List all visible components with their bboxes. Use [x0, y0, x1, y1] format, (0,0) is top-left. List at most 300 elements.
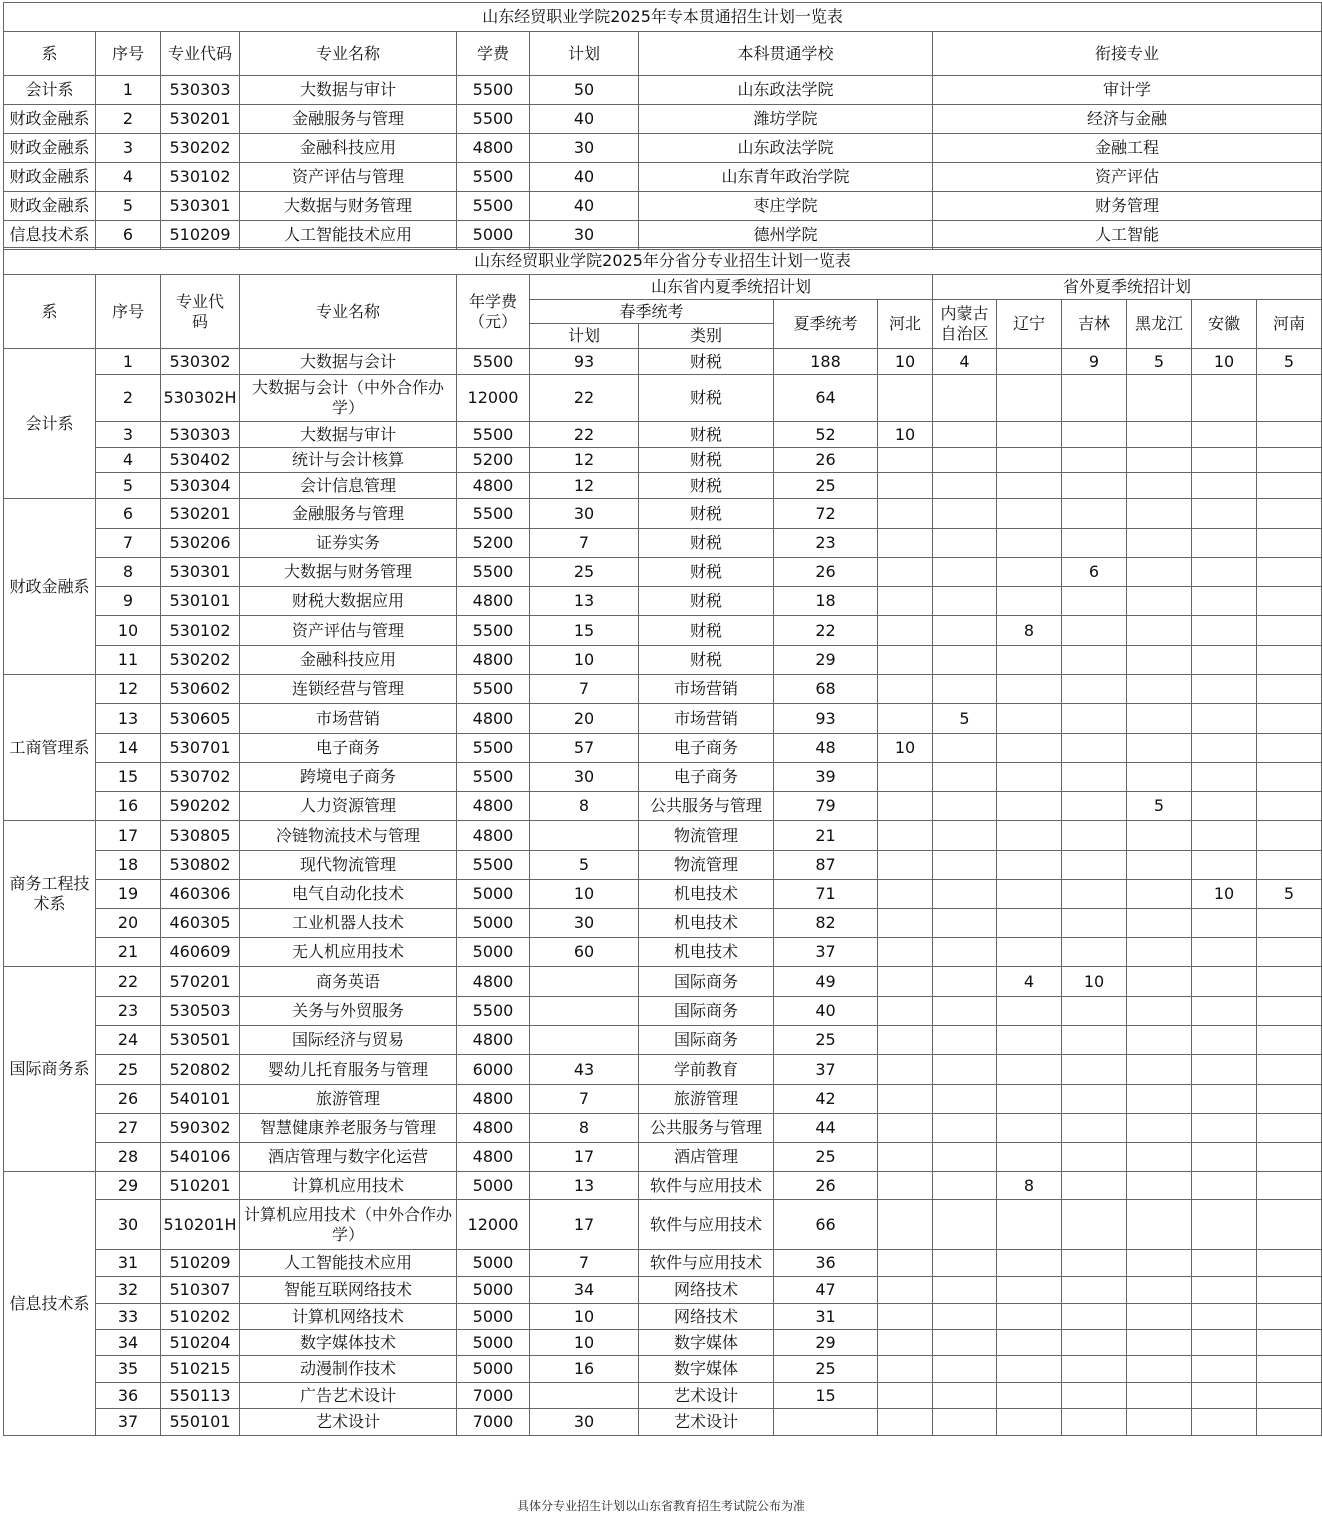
- table-cell: 30: [530, 1409, 639, 1436]
- table-cell: [1062, 646, 1127, 675]
- table-cell: 530102: [161, 616, 240, 646]
- table-cell: 关务与外贸服务: [240, 997, 457, 1026]
- table-cell: 21: [774, 821, 878, 851]
- table-cell: [1127, 967, 1192, 997]
- table-cell: 市场营销: [240, 704, 457, 734]
- table-cell: 540106: [161, 1143, 240, 1172]
- table-cell: [878, 1250, 933, 1277]
- table-cell: 40: [530, 105, 639, 134]
- table-cell: [1257, 375, 1322, 422]
- table-cell: 43: [530, 1055, 639, 1085]
- table-cell: [933, 529, 997, 558]
- table-cell: 软件与应用技术: [639, 1200, 774, 1250]
- table-cell: 13: [96, 704, 161, 734]
- table-cell: [1062, 422, 1127, 448]
- table-cell: 530101: [161, 587, 240, 616]
- table-cell: 5500: [457, 163, 530, 192]
- table-cell: [1257, 821, 1322, 851]
- table-cell: 510201H: [161, 1200, 240, 1250]
- table1-header-row: [4, 32, 1322, 76]
- department-cell: 信息技术系: [4, 1172, 96, 1436]
- table-cell: 530501: [161, 1026, 240, 1055]
- table-cell: 国际商务: [639, 997, 774, 1026]
- table-cell: 8: [530, 1114, 639, 1143]
- table-cell: 财政金融系: [4, 192, 96, 221]
- table2-title: 山东经贸职业学院2025年分省分专业招生计划一览表: [4, 248, 1322, 275]
- table-row: [4, 529, 1322, 558]
- table-cell: 25: [774, 1356, 878, 1383]
- table-cell: [1192, 821, 1257, 851]
- table-cell: 26: [774, 558, 878, 587]
- table-cell: 510215: [161, 1356, 240, 1383]
- table-cell: 18: [96, 851, 161, 880]
- table-cell: [1192, 1143, 1257, 1172]
- table-cell: [1192, 909, 1257, 938]
- table-cell: 47: [774, 1277, 878, 1304]
- table-cell: 510202: [161, 1304, 240, 1330]
- table-cell: 4: [933, 349, 997, 375]
- table-cell: 软件与应用技术: [639, 1172, 774, 1200]
- table-cell: [1127, 1085, 1192, 1114]
- table-cell: [878, 499, 933, 529]
- table-cell: [1062, 1055, 1127, 1085]
- table-cell: [1062, 1356, 1127, 1383]
- table-cell: [1127, 1172, 1192, 1200]
- table-cell: [933, 938, 997, 967]
- table-cell: 6: [1062, 558, 1127, 587]
- table-cell: 520802: [161, 1055, 240, 1085]
- table-cell: [1257, 499, 1322, 529]
- table-cell: [1127, 646, 1192, 675]
- table-cell: 550101: [161, 1409, 240, 1436]
- table-cell: [1192, 587, 1257, 616]
- table-cell: 5500: [457, 105, 530, 134]
- table-cell: [1192, 1304, 1257, 1330]
- table-cell: 艺术设计: [639, 1409, 774, 1436]
- table-cell: 4800: [457, 704, 530, 734]
- table-row: [4, 851, 1322, 880]
- table-cell: 5000: [457, 938, 530, 967]
- column-header: 序号: [96, 32, 161, 76]
- table-cell: [997, 880, 1062, 909]
- table-cell: [1192, 448, 1257, 473]
- table-cell: 530602: [161, 675, 240, 704]
- table-cell: 530201: [161, 499, 240, 529]
- column-header: 年学费（元）: [457, 275, 530, 349]
- table-cell: 5500: [457, 192, 530, 221]
- table-cell: [997, 558, 1062, 587]
- table-cell: 大数据与审计: [240, 422, 457, 448]
- table-cell: 5000: [457, 1356, 530, 1383]
- table-cell: 4800: [457, 1143, 530, 1172]
- table-cell: [1257, 909, 1322, 938]
- table-cell: [997, 1114, 1062, 1143]
- table-row: [4, 221, 1322, 250]
- column-header: 计划: [530, 324, 639, 349]
- table-cell: 510209: [161, 1250, 240, 1277]
- table-cell: [878, 448, 933, 473]
- table-cell: 30: [96, 1200, 161, 1250]
- table-cell: [1062, 448, 1127, 473]
- table-cell: 49: [774, 967, 878, 997]
- table-cell: [1192, 1055, 1257, 1085]
- table-row: [4, 422, 1322, 448]
- table-cell: 金融科技应用: [240, 134, 457, 163]
- table-cell: 22: [774, 616, 878, 646]
- table-row: [4, 558, 1322, 587]
- table-cell: 510204: [161, 1330, 240, 1356]
- table-cell: 530802: [161, 851, 240, 880]
- table-cell: 电子商务: [639, 734, 774, 763]
- table-cell: 25: [96, 1055, 161, 1085]
- table-cell: [1192, 792, 1257, 821]
- table-cell: [1257, 448, 1322, 473]
- table-cell: 93: [774, 704, 878, 734]
- table-cell: 5000: [457, 1250, 530, 1277]
- table-cell: [1062, 1143, 1127, 1172]
- table-cell: 550113: [161, 1383, 240, 1409]
- table-cell: [878, 1200, 933, 1250]
- table-cell: 4800: [457, 134, 530, 163]
- table-cell: 50: [530, 76, 639, 105]
- table-cell: 21: [96, 938, 161, 967]
- table-cell: [530, 997, 639, 1026]
- department-cell: 工商管理系: [4, 675, 96, 821]
- table-cell: [933, 1250, 997, 1277]
- table-cell: [1257, 1114, 1322, 1143]
- table-cell: 10: [1192, 349, 1257, 375]
- table-cell: [1127, 1114, 1192, 1143]
- table-cell: [1127, 821, 1192, 851]
- table-cell: [997, 529, 1062, 558]
- table-cell: 34: [530, 1277, 639, 1304]
- table-cell: 4800: [457, 821, 530, 851]
- table-cell: [997, 763, 1062, 792]
- table-cell: [1192, 1114, 1257, 1143]
- table-cell: [1257, 1277, 1322, 1304]
- table-cell: 10: [530, 1304, 639, 1330]
- column-header: 专业代码: [161, 32, 240, 76]
- table-cell: 金融服务与管理: [240, 499, 457, 529]
- table-cell: [1062, 1026, 1127, 1055]
- table-cell: 资产评估: [933, 163, 1322, 192]
- table-cell: 4: [96, 448, 161, 473]
- table-cell: 公共服务与管理: [639, 1114, 774, 1143]
- table-cell: 460306: [161, 880, 240, 909]
- table-cell: [1192, 851, 1257, 880]
- table-row: [4, 1277, 1322, 1304]
- table-cell: [1192, 529, 1257, 558]
- province-header: 安徽: [1192, 300, 1257, 349]
- table-cell: [1127, 422, 1192, 448]
- table-row: [4, 1330, 1322, 1356]
- table-cell: [997, 1085, 1062, 1114]
- table-cell: [1192, 375, 1257, 422]
- table-cell: 5000: [457, 1277, 530, 1304]
- table-cell: [997, 734, 1062, 763]
- table-cell: [530, 821, 639, 851]
- table-cell: 大数据与审计: [240, 76, 457, 105]
- table-cell: 32: [96, 1277, 161, 1304]
- table-cell: [1062, 675, 1127, 704]
- column-header: 专业代码: [161, 275, 240, 349]
- table-row: [4, 1356, 1322, 1383]
- table-cell: 会计信息管理: [240, 473, 457, 499]
- table-cell: [1257, 704, 1322, 734]
- table-cell: [1127, 616, 1192, 646]
- table-cell: 潍坊学院: [639, 105, 933, 134]
- table-cell: [530, 967, 639, 997]
- table-cell: 35: [96, 1356, 161, 1383]
- table-cell: [1192, 422, 1257, 448]
- department-cell: 国际商务系: [4, 967, 96, 1172]
- table-cell: 4800: [457, 1085, 530, 1114]
- table-cell: [1127, 1250, 1192, 1277]
- table-cell: [878, 587, 933, 616]
- table-cell: 5500: [457, 422, 530, 448]
- table-cell: [1127, 909, 1192, 938]
- table-cell: 12: [530, 448, 639, 473]
- table-cell: 山东政法学院: [639, 134, 933, 163]
- table-row: [4, 1143, 1322, 1172]
- table-cell: [1192, 675, 1257, 704]
- table-cell: [1257, 1055, 1322, 1085]
- table-cell: [1127, 734, 1192, 763]
- table-cell: [878, 1383, 933, 1409]
- table-cell: 财税: [639, 558, 774, 587]
- table-row: [4, 997, 1322, 1026]
- column-header: 类别: [639, 324, 774, 349]
- table-cell: [997, 1200, 1062, 1250]
- province-header: 内蒙古自治区: [933, 300, 997, 349]
- table-cell: 87: [774, 851, 878, 880]
- table-cell: [1192, 1356, 1257, 1383]
- table-cell: 6: [96, 221, 161, 250]
- table-cell: [878, 938, 933, 967]
- table-cell: 连锁经营与管理: [240, 675, 457, 704]
- table-cell: 4: [997, 967, 1062, 997]
- table-cell: [933, 448, 997, 473]
- table-row: [4, 473, 1322, 499]
- table-cell: 79: [774, 792, 878, 821]
- table2-header-row: [4, 275, 1322, 300]
- table-cell: 5500: [457, 349, 530, 375]
- table-cell: 16: [96, 792, 161, 821]
- column-header: 系: [4, 275, 96, 349]
- table-cell: [1062, 1409, 1127, 1436]
- table-cell: 财政金融系: [4, 163, 96, 192]
- table-cell: [1192, 646, 1257, 675]
- province-header: 辽宁: [997, 300, 1062, 349]
- table-cell: [933, 1114, 997, 1143]
- table-row: [4, 909, 1322, 938]
- table-cell: 酒店管理与数字化运营: [240, 1143, 457, 1172]
- table-cell: [997, 646, 1062, 675]
- column-header: 计划: [530, 32, 639, 76]
- table-cell: 510201: [161, 1172, 240, 1200]
- column-header: 序号: [96, 275, 161, 349]
- table-cell: 5500: [457, 734, 530, 763]
- table-cell: 530202: [161, 134, 240, 163]
- table-cell: 5500: [457, 763, 530, 792]
- table-row: [4, 792, 1322, 821]
- table-cell: [933, 616, 997, 646]
- table-cell: 财政金融系: [4, 105, 96, 134]
- table-cell: [1062, 529, 1127, 558]
- table-cell: [1127, 375, 1192, 422]
- table-row: [4, 1114, 1322, 1143]
- table-cell: [1257, 792, 1322, 821]
- table-cell: 570201: [161, 967, 240, 997]
- table-cell: [1062, 763, 1127, 792]
- table-row: [4, 1409, 1322, 1436]
- table-row: [4, 1026, 1322, 1055]
- table-cell: [878, 616, 933, 646]
- table-cell: [878, 1026, 933, 1055]
- column-header: 衔接专业: [933, 32, 1322, 76]
- column-header: 专业名称: [240, 32, 457, 76]
- footnote: 具体分专业招生计划以山东省教育招生考试院公布为准: [516, 1499, 805, 1513]
- table-cell: [933, 967, 997, 997]
- table-cell: 20: [530, 704, 639, 734]
- table-cell: [933, 1330, 997, 1356]
- table-cell: [1257, 938, 1322, 967]
- table-row: [4, 1085, 1322, 1114]
- table-cell: 财税: [639, 375, 774, 422]
- table-cell: 资产评估与管理: [240, 616, 457, 646]
- table-cell: 460305: [161, 909, 240, 938]
- table-cell: 6: [96, 499, 161, 529]
- table-cell: 网络技术: [639, 1277, 774, 1304]
- table-cell: [1192, 1383, 1257, 1409]
- table-cell: [1127, 997, 1192, 1026]
- table-cell: 财务管理: [933, 192, 1322, 221]
- table-cell: 机电技术: [639, 909, 774, 938]
- table-cell: 5200: [457, 448, 530, 473]
- table-cell: [933, 1172, 997, 1200]
- table-cell: [878, 1114, 933, 1143]
- table-cell: 36: [96, 1383, 161, 1409]
- table-cell: 金融工程: [933, 134, 1322, 163]
- table-cell: [1127, 529, 1192, 558]
- table-cell: 10: [878, 422, 933, 448]
- table-cell: [1257, 1143, 1322, 1172]
- table-cell: 5500: [457, 616, 530, 646]
- table-cell: 人力资源管理: [240, 792, 457, 821]
- table-cell: [1062, 1330, 1127, 1356]
- table-cell: [933, 909, 997, 938]
- table-row: [4, 499, 1322, 529]
- table-cell: 计算机应用技术（中外合作办学）: [240, 1200, 457, 1250]
- table-cell: 510209: [161, 221, 240, 250]
- table-cell: [1062, 792, 1127, 821]
- table-cell: 艺术设计: [639, 1383, 774, 1409]
- table-cell: [1257, 763, 1322, 792]
- table-cell: 510307: [161, 1277, 240, 1304]
- table-cell: [1257, 851, 1322, 880]
- table-cell: [1257, 734, 1322, 763]
- table-cell: [878, 1330, 933, 1356]
- table-cell: 人工智能技术应用: [240, 221, 457, 250]
- table-cell: 财政金融系: [4, 134, 96, 163]
- table-cell: [1127, 1200, 1192, 1250]
- table-cell: [1062, 1200, 1127, 1250]
- department-cell: 会计系: [4, 349, 96, 499]
- table-cell: 7: [530, 1250, 639, 1277]
- table-cell: 52: [774, 422, 878, 448]
- table-cell: [1257, 558, 1322, 587]
- table-cell: [1257, 1383, 1322, 1409]
- table-cell: 530302H: [161, 375, 240, 422]
- table-cell: [933, 646, 997, 675]
- table-cell: 36: [774, 1250, 878, 1277]
- table-cell: [878, 1143, 933, 1172]
- table-cell: [1062, 587, 1127, 616]
- table-cell: [933, 1277, 997, 1304]
- table-cell: [933, 792, 997, 821]
- table-row: [4, 1200, 1322, 1250]
- table-cell: [997, 1304, 1062, 1330]
- table-row: [4, 192, 1322, 221]
- table-cell: 16: [530, 1356, 639, 1383]
- table-cell: [878, 763, 933, 792]
- table-cell: 人工智能技术应用: [240, 1250, 457, 1277]
- table-cell: [1127, 448, 1192, 473]
- table-cell: 10: [530, 880, 639, 909]
- table-cell: 68: [774, 675, 878, 704]
- table-row: [4, 1383, 1322, 1409]
- table-cell: 7: [530, 1085, 639, 1114]
- table-cell: 5000: [457, 1330, 530, 1356]
- table-cell: 人工智能: [933, 221, 1322, 250]
- table-cell: 数字媒体: [639, 1356, 774, 1383]
- table-cell: 会计系: [4, 76, 96, 105]
- table-cell: [1062, 1304, 1127, 1330]
- table-cell: 证券实务: [240, 529, 457, 558]
- table-cell: 婴幼儿托育服务与管理: [240, 1055, 457, 1085]
- table-cell: 530304: [161, 473, 240, 499]
- table-cell: 30: [530, 763, 639, 792]
- table-cell: [933, 499, 997, 529]
- department-cell: 财政金融系: [4, 499, 96, 675]
- table-cell: 72: [774, 499, 878, 529]
- table-cell: [878, 851, 933, 880]
- table-cell: [997, 349, 1062, 375]
- table-cell: [878, 909, 933, 938]
- table-cell: [933, 734, 997, 763]
- table-cell: 530301: [161, 192, 240, 221]
- table-cell: 71: [774, 880, 878, 909]
- table-row: [4, 734, 1322, 763]
- table-cell: [997, 1055, 1062, 1085]
- table-cell: 13: [530, 1172, 639, 1200]
- table-cell: 44: [774, 1114, 878, 1143]
- table-cell: 计算机网络技术: [240, 1304, 457, 1330]
- table-cell: 学前教育: [639, 1055, 774, 1085]
- table-cell: [1062, 1172, 1127, 1200]
- table-cell: 财税: [639, 587, 774, 616]
- table-cell: 31: [774, 1304, 878, 1330]
- table-cell: 64: [774, 375, 878, 422]
- table-cell: 15: [96, 763, 161, 792]
- table-cell: 5500: [457, 675, 530, 704]
- table-cell: 26: [774, 448, 878, 473]
- table-cell: 31: [96, 1250, 161, 1277]
- table-cell: 29: [96, 1172, 161, 1200]
- table-row: [4, 1172, 1322, 1200]
- table-cell: 18: [774, 587, 878, 616]
- table-cell: 2: [96, 375, 161, 422]
